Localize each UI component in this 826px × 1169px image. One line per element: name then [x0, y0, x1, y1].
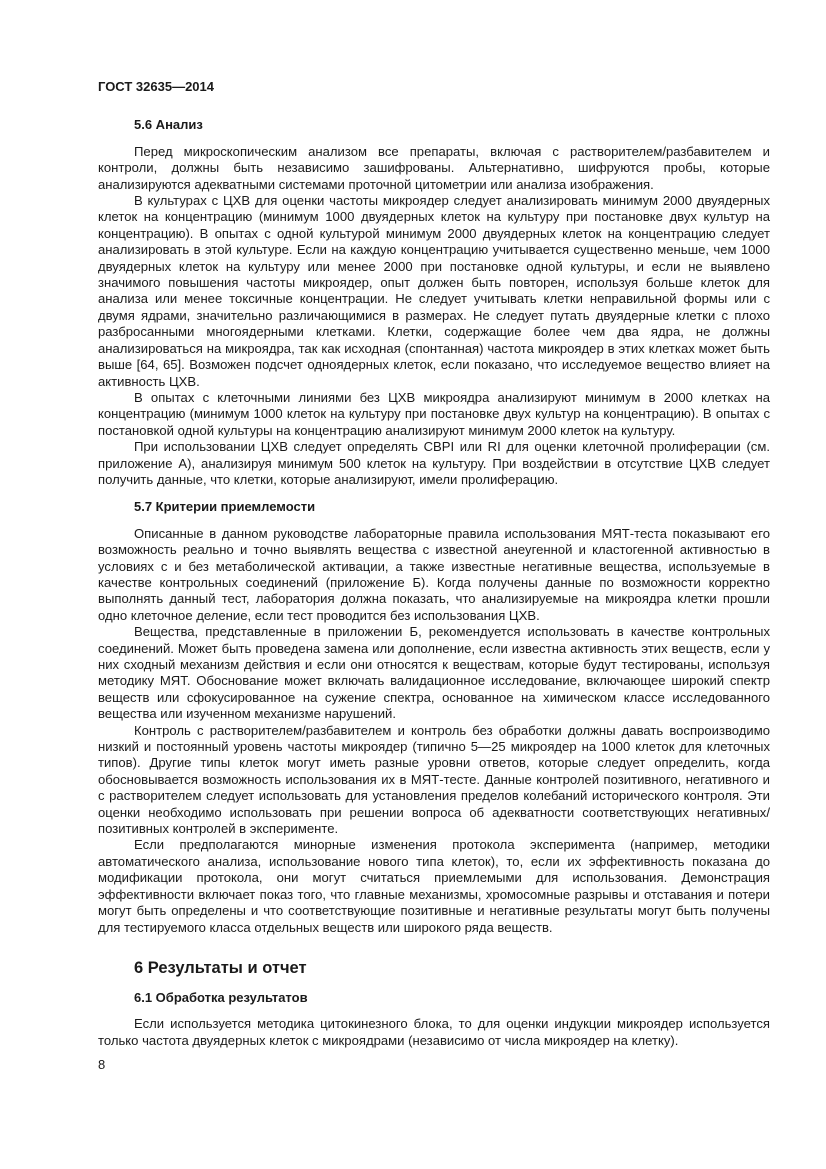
paragraph: В культурах с ЦХВ для оценки частоты микроядер следует анализировать минимум 2000 двуядерных клеток на концентрацию (минимум 1000 двуядерных клеток на культуру при постановке двух культур на концентрацию). В опытах с одной культурой минимум 2000 двуядерных клеток на концентрацию следует анализировать в этой культуре. Если на каждую концентрацию учитывается существенно меньше, чем 1000 двуядерных клеток на культуру или менее 2000 при постановке одной культуры, и если не выявлено значимого повышения частоты микроядер, опыт должен быть повторен, используя больше клеток для анализа или менее токсичные концентрации. Не следует учитывать клетки неправильной формы или с двумя ядрами, значительно различающимися в размерах. Не следует путать двуядерные клетки с плохо разбросанными многоядерными клетками. Клетки, содержащие более чем два ядра, не должны анализироваться на микроядра, так как исходная (спонтанная) частота микроядер в этих клетках может быть выше [64, 65]. Возможен подсчет одноядерных клеток, если показано, что исследуемое вещество влияет на активность ЦХВ.	[98, 193, 770, 389]
paragraph: При использовании ЦХВ следует определять CBPI или RI для оценки клеточной пролиферации (см. приложение А), анализируя минимум 500 клеток на культуру. При воздействии в отсутствие ЦХВ следует получить данные, что клетки, которые анализируют, имели пролиферацию.	[98, 439, 770, 487]
paragraph: В опытах с клеточными линиями без ЦХВ микроядра анализируют минимум в 2000 клетках на концентрацию (минимум 1000 клеток на культуру при постановке двух культур на концентрацию). В опытах с постановкой одной культуры на концентрацию анализируют минимум 2000 клеток на культуру.	[98, 389, 770, 438]
section-5-7-heading: 5.7 Критерии приемлемости	[134, 499, 316, 515]
chapter-6-heading: 6 Результаты и отчет	[134, 958, 307, 977]
paragraph: Если предполагаются минорные изменения протокола эксперимента (например, методики автоматического анализа, использование нового типа клеток), то, если их эффективность показана до модификации протокола, они могут считаться приемлемыми для использования. Демонстрация эффективности включает показ того, что главные механизмы, хромосомные разрывы и отставания и потери могут быть определены и что соответствующие позитивные и негативные результаты могут быть получены для тестируемого класса отдельных веществ или широкого ряда веществ.	[98, 837, 770, 935]
paragraph: Вещества, представленные в приложении Б, рекомендуется использовать в качестве контрольных соединений. Может быть проведена замена или дополнение, если известна активность этих веществ, если у них сходный механизм действия и если они относятся к веществам, которые будут тестированы, используя методику МЯТ. Обоснование может включать валидационное исследование, включающее широкий спектр веществ или сфокусированное на сужение спектра, основанное на химическом классе исследованного вещества или изученном механизме нарушений.	[98, 624, 770, 722]
paragraph: Перед микроскопическим анализом все препараты, включая с растворителем/разбавителем и контроли, должны быть независимо зашифрованы. Альтернативно, шифруются пробы, которые анализируются адекватными системами проточной цитометрии или анализа изображения.	[98, 143, 770, 192]
standard-code-header: ГОСТ 32635—2014	[98, 79, 214, 94]
section-5-6-heading: 5.6 Анализ	[134, 117, 203, 133]
page-number: 8	[98, 1057, 106, 1072]
paragraph: Описанные в данном руководстве лабораторные правила использования МЯТ-теста показывают его возможность реально и точно выявлять вещества с известной анеугенной и кластогенной активностью в условиях с и без метаболической активации, а также известные негативные вещества, используемые в качестве контрольных соединений (приложение Б). Когда получены данные по возможности корректно выполнять данный тест, лаборатория должна показать, что анализируемые на микроядра клетки прошли одно клеточное деление, если тест проводится без использования ЦХВ.	[98, 525, 770, 623]
paragraph: Контроль с растворителем/разбавителем и контроль без обработки должны давать воспроизводимо низкий и постоянный уровень частоты микроядер (типично 5—25 микроядер на 1000 клеток для клеточных типов). Другие типы клеток могут иметь разные уровни ответов, которые следует определить, когда обосновывается возможность использования их в МЯТ-тесте. Данные контролей позитивного, негативного и с растворителем следует использовать для установления пределов колебаний исторического контроля. Эти оценки необходимо использовать при решении вопроса об адекватности соответствующих негативных/позитивных контролей в эксперименте.	[98, 722, 770, 837]
paragraph: Если используется методика цитокинезного блока, то для оценки индукции микроядер используется только частота двуядерных клеток с микроядрами (независимо от числа микроядер на клетку).	[98, 1016, 770, 1048]
section-6-1-heading: 6.1 Обработка результатов	[134, 989, 308, 1005]
